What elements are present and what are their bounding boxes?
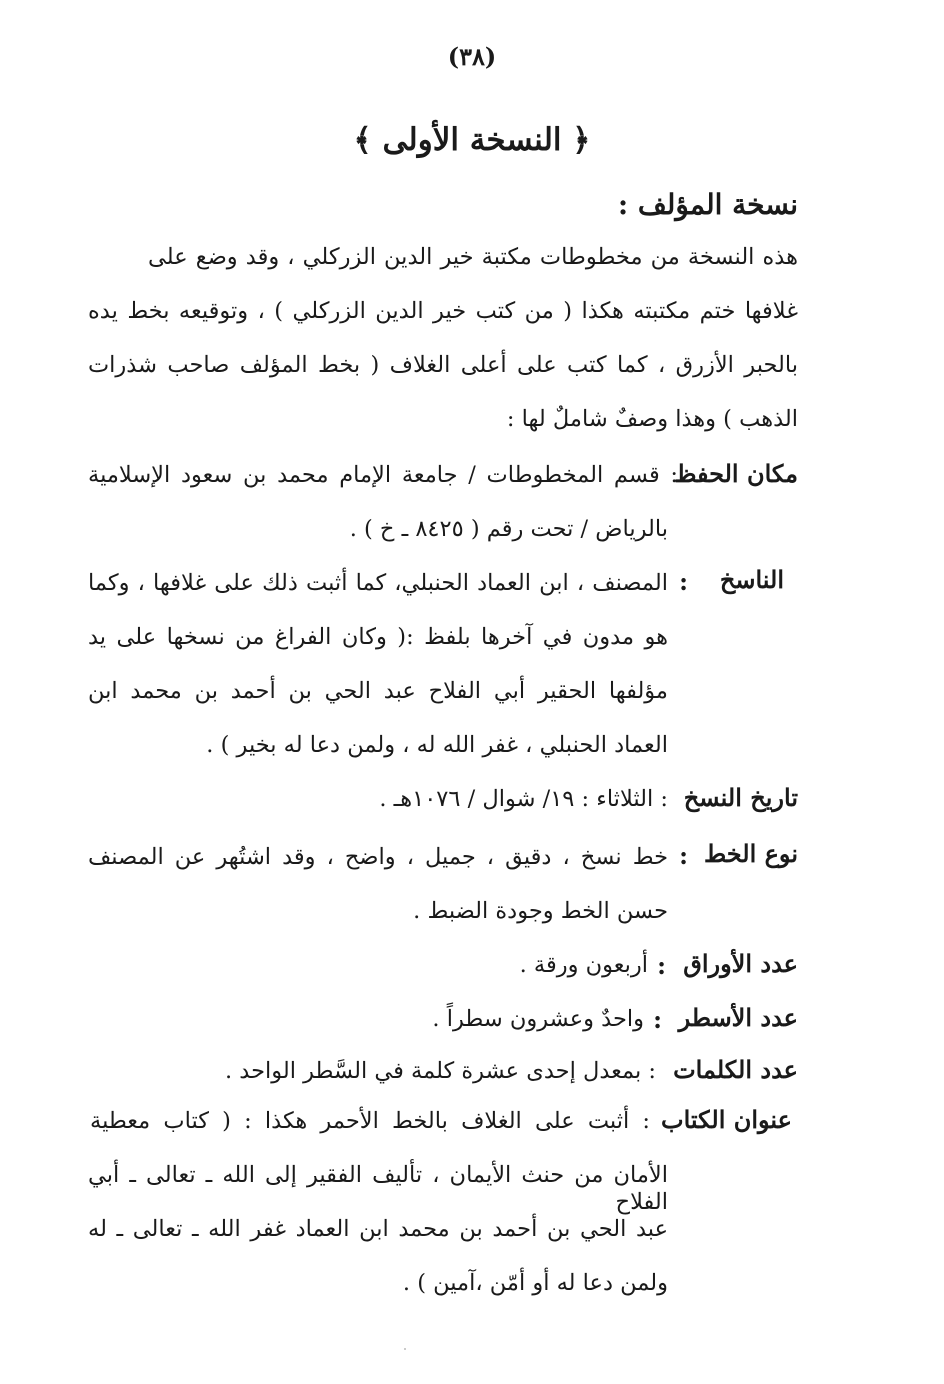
- field-value-book-title: : أثبت على الغلاف بالخط الأحمر هكذا : ( كتاب معطية: [90, 1108, 650, 1134]
- field-value-script-type: خط نسخ ، دقيق ، جميل ، واضح ، وقد اشتُهر عن المصنف: [88, 844, 668, 870]
- field-value-leaves: أربعون ورقة .: [519, 952, 648, 978]
- field-label-lines-count: عدد الأسطر: [678, 1003, 798, 1032]
- field-label-copy-date: تاريخ النسخ: [683, 783, 798, 812]
- field-label-location: مكان الحفظ: [674, 459, 798, 488]
- field-label-words: عدد الكلمات: [673, 1055, 798, 1084]
- field-value-copyist: هو مدون في آخرها بلفظ :( وكان الفراغ من نسخها على يد: [88, 624, 668, 650]
- subheading: نسخة المؤلف :: [617, 188, 798, 221]
- field-separator: :: [679, 567, 688, 596]
- field-value-book-title: الأمان من حنث الأيمان ، تأليف الفقير إلى الله ـ تعالى ـ أبي الفلاح: [88, 1162, 668, 1215]
- intro-line: بالحبر الأزرق ، كما كتب على أعلى الغلاف ( بخط المؤلف صاحب شذرات: [88, 352, 798, 378]
- field-value-words: : بمعدل إحدى عشرة كلمة في السَّطر الواحد .: [224, 1058, 656, 1084]
- field-value-copy-date: : الثلاثاء : ١٩/ شوال / ١٠٧٦هـ .: [379, 786, 668, 812]
- field-separator: :: [653, 1005, 662, 1034]
- field-value-copyist: المصنف ، ابن العماد الحنبلي، كما أثبت ذلك على غلافها ، وكما: [88, 570, 668, 596]
- intro-line: الذهب ) وهذا وصفٌ شاملٌ لها :: [506, 406, 798, 432]
- field-value-book-title: ولمن دعا له أو أمّن ،آمين ) .: [402, 1270, 668, 1296]
- field-label-script-type: نوع الخط: [703, 839, 798, 868]
- intro-line: هذه النسخة من مخطوطات مكتبة خير الدين الزركلي ، وقد وضع على: [148, 244, 798, 270]
- field-label-copyist: الناسخ: [719, 565, 784, 594]
- page-speck: [404, 1348, 406, 1350]
- page-number: (٣٨): [447, 42, 497, 71]
- field-value-book-title: عبد الحي بن أحمد بن محمد ابن العماد غفر الله ـ تعالى ـ له: [88, 1216, 668, 1242]
- field-value-copyist: مؤلفها الحقير أبي الفلاح عبد الحي بن أحمد بن محمد ابن: [88, 678, 668, 704]
- section-title: ﴿ النسخة الأولى ﴾: [353, 122, 591, 158]
- field-separator: :: [679, 841, 688, 870]
- field-value-location: بالرياض / تحت رقم ( ٨٤٢٥ ـ خ ) .: [349, 516, 668, 542]
- field-label-book-title: عنوان الكتاب: [661, 1105, 792, 1134]
- field-value-copyist: العماد الحنبلي ، غفر الله له ، ولمن دعا له بخير ) .: [206, 732, 668, 758]
- field-separator: :: [657, 951, 666, 980]
- field-label-leaves: عدد الأوراق: [683, 949, 798, 978]
- field-value-location: : قسم المخطوطات / جامعة الإمام محمد بن سعود الإسلامية: [88, 462, 678, 488]
- field-value-script-type: حسن الخط وجودة الضبط .: [413, 898, 668, 924]
- field-value-lines-count: واحدٌ وعشرون سطراً .: [432, 1006, 644, 1032]
- intro-line: غلافها ختم مكتبته هكذا ( من كتب خير الدين الزركلي ) ، وتوقيعه بخط يده: [88, 298, 798, 324]
